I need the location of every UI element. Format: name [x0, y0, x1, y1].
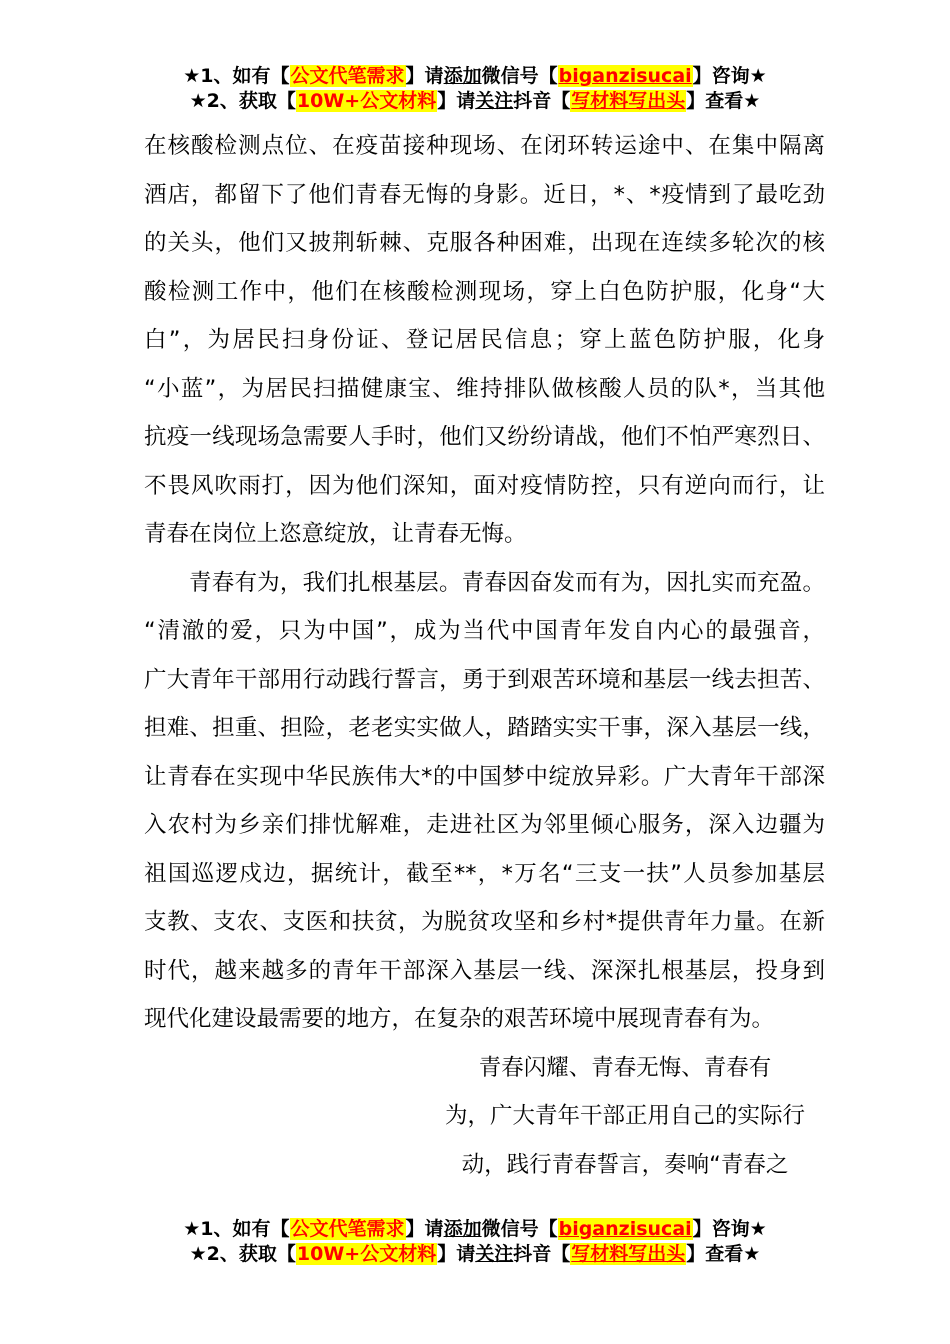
promo-text: 】请	[405, 1218, 444, 1240]
promo-text: 抖音【	[513, 90, 571, 112]
promo-douyin-id: 写材料写出头	[571, 1243, 686, 1265]
promo-underline-follow: 关注	[475, 90, 514, 112]
promo-text: 】请	[437, 1243, 476, 1265]
text-line: 动，践行青春誓言，奏响“青春之	[461, 1151, 789, 1178]
promo-wechat-id: biganzisucai	[558, 1218, 692, 1240]
promo-text: ★1、如有【	[183, 1218, 290, 1240]
promo-highlight-materials: 10W+公文材料	[296, 1243, 437, 1265]
text-line: 祖国巡逻戍边，据统计，截至**，*万名“三支一扶”人员参加基层	[144, 860, 825, 887]
promo-header	[0, 0, 950, 114]
promo-text: ★2、获取【	[189, 90, 296, 112]
promo-text: 】咨询★	[692, 65, 767, 87]
text-line: 酸检测工作中，他们在核酸检测现场，穿上白色防护服，化身“大	[144, 278, 825, 305]
promo-highlight-writing-service: 公文代笔需求	[290, 65, 405, 87]
promo-text: 抖音【	[513, 1243, 571, 1265]
text-line: 白”，为居民扫身份证、登记居民信息；穿上蓝色防护服，化身	[144, 327, 825, 353]
text-line: 让青春在实现中华民族伟大*的中国梦中绽放异彩。广大青年干部深	[144, 763, 825, 790]
text-line: 担难、担重、担险，老老实实做人，踏踏实实干事，深入基层一线，	[144, 715, 825, 741]
promo-highlight-materials: 10W+公文材料	[296, 90, 437, 112]
text-line: 青春闪耀、青春无悔、青春有	[478, 1054, 772, 1081]
text-line: 广大青年干部用行动践行誓言，勇于到艰苦环境和基层一线去担苦、	[144, 666, 825, 693]
promo-text: ★1、如有【	[183, 65, 290, 87]
promo-text: 】咨询★	[692, 1218, 767, 1240]
promo-footer-line-2	[0, 1242, 950, 1267]
text-line: 为，广大青年干部正用自己的实际行	[444, 1103, 805, 1129]
promo-underline-add: 添加	[443, 65, 482, 87]
text-line: 不畏风吹雨打，因为他们深知，面对疫情防控，只有逆向而行，让	[144, 472, 825, 499]
promo-underline-add: 添加	[443, 1218, 482, 1240]
text-line: 酒店，都留下了他们青春无悔的身影。近日，*、*疫情到了最吃劲	[144, 181, 825, 208]
promo-header-line-1	[0, 64, 950, 89]
text-line: 的关头，他们又披荆斩棘、克服各种困难，出现在连续多轮次的核	[144, 230, 825, 256]
text-line: “小蓝”，为居民扫描健康宝、维持排队做核酸人员的队*，当其他	[144, 375, 825, 402]
promo-text: 微信号【	[481, 1218, 558, 1240]
promo-text: 微信号【	[481, 65, 558, 87]
promo-text: 】请	[405, 65, 444, 87]
promo-douyin-id: 写材料写出头	[571, 90, 686, 112]
text-line: 时代，越来越多的青年干部深入基层一线、深深扎根基层，投身到	[144, 957, 825, 984]
text-line: 抗疫一线现场急需要人手时，他们又纷纷请战，他们不怕严寒烈日、	[144, 424, 825, 450]
promo-text: 】请	[437, 90, 476, 112]
promo-highlight-writing-service: 公文代笔需求	[290, 1218, 405, 1240]
promo-wechat-id: biganzisucai	[558, 65, 692, 87]
text-line: 支教、支农、支医和扶贫，为脱贫攻坚和乡村*提供青年力量。在新	[144, 909, 825, 935]
promo-underline-follow: 关注	[475, 1243, 514, 1265]
promo-footer	[0, 1217, 950, 1267]
text-line: 在核酸检测点位、在疫苗接种现场、在闭环转运途中、在集中隔离	[144, 133, 825, 159]
closing-paragraph	[430, 1044, 820, 1190]
promo-text: 】查看★	[686, 1243, 761, 1265]
text-line: 现代化建设最需要的地方，在复杂的艰苦环境中展现青春有为。	[144, 1006, 775, 1032]
promo-footer-line-1	[0, 1217, 950, 1242]
promo-text: 】查看★	[686, 90, 761, 112]
text-line: 入农村为乡亲们排忧解难，走进社区为邻里倾心服务，深入边疆为	[144, 812, 825, 838]
promo-header-line-2	[0, 89, 950, 114]
document-body	[144, 122, 825, 1189]
promo-text: ★2、获取【	[189, 1243, 296, 1265]
text-line: 青春在岗位上恣意绽放，让青春无悔。	[144, 521, 527, 547]
text-line: 青春有为，我们扎根基层。青春因奋发而有为，因扎实而充盈。	[189, 569, 825, 596]
text-line: “清澈的爱，只为中国”，成为当代中国青年发自内心的最强音，	[144, 618, 825, 644]
